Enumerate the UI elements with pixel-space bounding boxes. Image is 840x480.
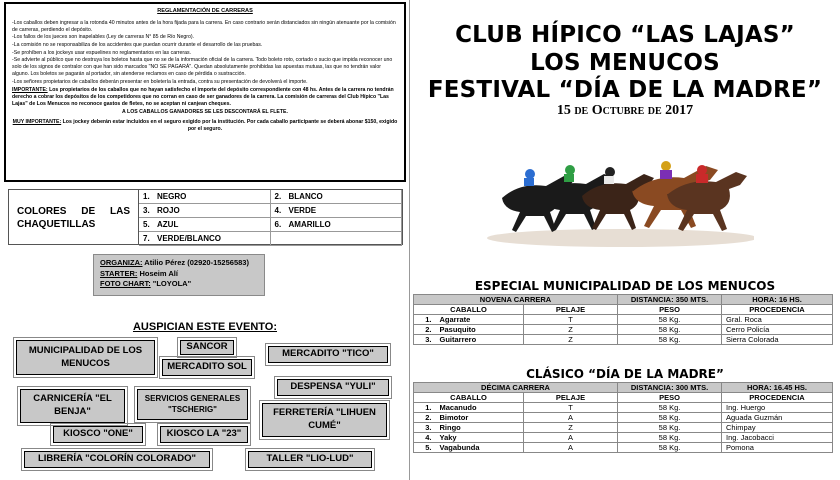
color-item [271,204,403,218]
color-num: 5. [143,220,150,229]
color-item [271,190,403,204]
sponsor-box: SANCOR [180,340,234,355]
sponsor-box: KIOSCO LA "23" [160,426,248,443]
color-item [271,218,403,232]
auspician-title: AUSPICIAN ESTE EVENTO: [132,321,278,333]
sponsor-box: TALLER "LIO-LUD" [248,451,372,468]
horses-illustration [482,136,754,251]
color-name: AMARILLO [288,220,331,229]
organiza-value: Atilio Pérez (02920-15256583) [142,258,249,267]
table-row [414,433,833,443]
rule-item: -Se prohíben a los jockeys usar espuelines no reglamentarios en las carreras. [12,49,192,56]
foto-value: "LOYOLA" [150,279,192,288]
horse-pelaje: T [524,315,618,325]
horse-pelaje: Z [524,423,618,433]
color-item-empty [271,232,403,246]
horse-procedencia: Cerro Policía [722,325,833,335]
table-row [414,403,833,413]
col-caballo: CABALLO [414,305,524,315]
color-num: 2. [274,192,282,201]
col-procedencia: PROCEDENCIA [722,305,833,315]
horse-procedencia: Sierra Colorada [722,335,833,345]
horse-num: 3. [414,423,436,433]
horse-num: 3. [414,335,436,345]
table-row [414,423,833,433]
horse-pelaje: A [524,443,618,453]
horse-name: Vagabunda [436,443,524,453]
important-label: IMPORTANTE: [12,86,48,93]
sponsor-box: LIBRERÍA "COLORÍN COLORADO" [24,451,210,468]
foto-line [100,279,258,290]
race2-table [413,382,833,453]
rule-important [12,87,398,109]
race1-time: HORA: 16 HS. [722,295,833,305]
race1-columns-row [414,305,833,315]
table-row [414,325,833,335]
col-pelaje: PELAJE [524,393,618,403]
table-row [414,335,833,345]
organiza-line [100,258,258,269]
rule-muy-importante [12,119,398,133]
race1-table [413,294,833,345]
race1-distance: DISTANCIA: 350 MTS. [618,295,722,305]
sponsor-box: SERVICIOS GENERALES "TSCHERIG" [137,389,248,420]
header-date: 15 de Octubre de 2017 [556,103,694,118]
horse-procedencia: Ing. Huergo [722,403,833,413]
color-num: 1. [143,192,150,201]
foto-label: FOTO CHART: [100,279,151,288]
race2-columns-row [414,393,833,403]
horse-name: Bimotor [436,413,524,423]
horse-name: Guitarrero [436,335,524,345]
horse-peso: 58 Kg. [618,403,722,413]
race2-time: HORA: 16.45 HS. [722,383,833,393]
header-town: LOS MENUCOS [530,50,720,76]
table-row [414,443,833,453]
sponsor-box: MERCADITO "TICO" [268,346,388,363]
sponsor-box: MUNICIPALIDAD DE LOS MENUCOS [16,340,155,375]
rule-item: -La comisión no se responsabiliza de los accidentes que puedan ocurrir durante el desarrollo de las pruebas. [12,42,263,49]
sponsor-box: FERRETERÍA "LIHUEN CUMÉ" [262,403,387,437]
horse-pelaje: Z [524,325,618,335]
rules-title: REGLAMENTACIÓN DE CARRERAS [157,8,253,14]
color-num: 3. [143,206,150,215]
color-name: ROJO [157,206,180,215]
col-peso: PESO [618,305,722,315]
race1-section-title: ESPECIAL MUNICIPALIDAD DE LOS MENUCOS [474,279,776,293]
sponsor-box: KIOSCO "ONE" [53,426,143,443]
header-club: CLUB HÍPICO “LAS LAJAS” [455,22,795,48]
horse-num: 4. [414,433,436,443]
starter-line [100,269,258,280]
color-name: AZUL [157,220,179,229]
sponsor-box: DESPENSA "YULI" [277,379,389,396]
col-peso: PESO [618,393,722,403]
color-item [139,218,271,232]
color-name: VERDE/BLANCO [157,234,222,243]
color-num: 4. [274,206,282,215]
color-item [139,204,271,218]
col-pelaje: PELAJE [524,305,618,315]
col-procedencia: PROCEDENCIA [722,393,833,403]
horse-pelaje: A [524,413,618,423]
horse-peso: 58 Kg. [618,443,722,453]
important-text: Los propietarios de los caballos que no hayan satisfecho el importe del depósito correspondiente con 48 hs. Antes de la carrera no tendrán derecho a cobrar los depósitos de los competidores que no corran en caso de ser ganadores de la carrera. La comisión de carreras del Club Hípico "Las Lajas" de Los Menucos no reconoce gastos de fletes, no se aceptan ni canjean cheques. [12,86,394,107]
table-row [414,413,833,423]
horse-pelaje: A [524,433,618,443]
horse-peso: 58 Kg. [618,423,722,433]
sponsor-box: CARNICERÍA "EL BENJA" [20,389,125,423]
horse-name: Macanudo [436,403,524,413]
muy-importante-label: MUY IMPORTANTE: [12,118,62,125]
horse-num: 1. [414,403,436,413]
horse-peso: 58 Kg. [618,413,722,423]
color-num: 7. [143,234,150,243]
horse-name: Ringo [436,423,524,433]
horse-peso: 58 Kg. [618,325,722,335]
color-name: NEGRO [157,192,187,201]
organiza-label: ORGANIZA: [100,258,143,267]
horse-peso: 58 Kg. [618,335,722,345]
race1-name: NOVENA CARRERA [414,295,618,305]
horse-procedencia: Ing. Jacobacci [722,433,833,443]
rules-box [4,2,406,182]
race2-section-title: CLÁSICO “DÍA DE LA MADRE” [526,367,724,381]
starter-value: Hoseim Alí [137,268,178,278]
rule-item: -Los fallos de los jueces son inapelables (Ley de carreras N° 85 de Río Negro). [12,34,195,41]
sponsor-box: MERCADITO SOL [162,359,252,376]
race2-head-row [414,383,833,393]
horse-num: 2. [414,413,436,423]
horse-peso: 58 Kg. [618,433,722,443]
color-item [139,190,271,204]
color-name: BLANCO [288,192,323,201]
race2-distance: DISTANCIA: 300 MTS. [618,383,722,393]
colores-label: COLORES DE LAS CHAQUETILLAS [9,190,139,244]
horse-race-image [482,136,754,251]
horse-num: 1. [414,315,436,325]
colores-table [8,189,403,245]
horse-num: 5. [414,443,436,453]
starter-label: STARTER: [100,268,138,278]
horse-name: Agarrate [436,315,524,325]
horse-peso: 58 Kg. [618,315,722,325]
rule-item: -Los caballos deben ingresar a la rotonda 40 minutos antes de la hora fijada para la carrera. En caso contrario serán distanciados sin ningún atenuante por la comisión de carreras, perdiendo el depósito. [12,19,396,33]
organiza-box [93,254,265,296]
race1-head-row [414,295,833,305]
colores-grid [139,190,402,244]
horse-procedencia: Pomona [722,443,833,453]
horse-pelaje: Z [524,335,618,345]
table-row [414,315,833,325]
horse-name: Yaky [436,433,524,443]
color-item [139,232,271,246]
rule-item: -Los señores propietarios de caballos deberán presentar en boletería la entrada, contra su presentación de devolverá el importe. [12,79,308,86]
race2-name: DÉCIMA CARRERA [414,383,618,393]
rule-flete: A LOS CABALLOS GANADORES SE LES DESCONTARÁ EL FLETE. [122,108,288,115]
horse-num: 2. [414,325,436,335]
color-name: VERDE [288,206,317,215]
color-num: 6. [274,220,282,229]
horse-pelaje: T [524,403,618,413]
muy-importante-text: Los jockey deberán estar incluidos en el seguro exigido por la institución. Por cada caballo participante se deberá abonar $150, exigido por el seguro. [62,118,398,132]
horse-name: Pasuquito [436,325,524,335]
horse-procedencia: Chimpay [722,423,833,433]
horse-procedencia: Aguada Guzmán [722,413,833,423]
horse-procedencia: Gral. Roca [722,315,833,325]
header-festival: FESTIVAL “DÍA DE LA MADRE” [427,77,823,103]
col-caballo: CABALLO [414,393,524,403]
rule-item: -Se advierte al público que no destruya los boletos hasta que no se de la información oficial de la carrera. Todo boleto roto, cortado o sucio que impida reconocer uno solo de los signos de contralor con que han sido marcados "NO SE PAGARÁ". Quedan absolutamente prohibidas las apuestas mutuas, las que no tendrán valor alguno. Los boletos se pagarán al portador, sin atenderse reclamos en caso de pérdida o sustracción. [12,57,393,78]
